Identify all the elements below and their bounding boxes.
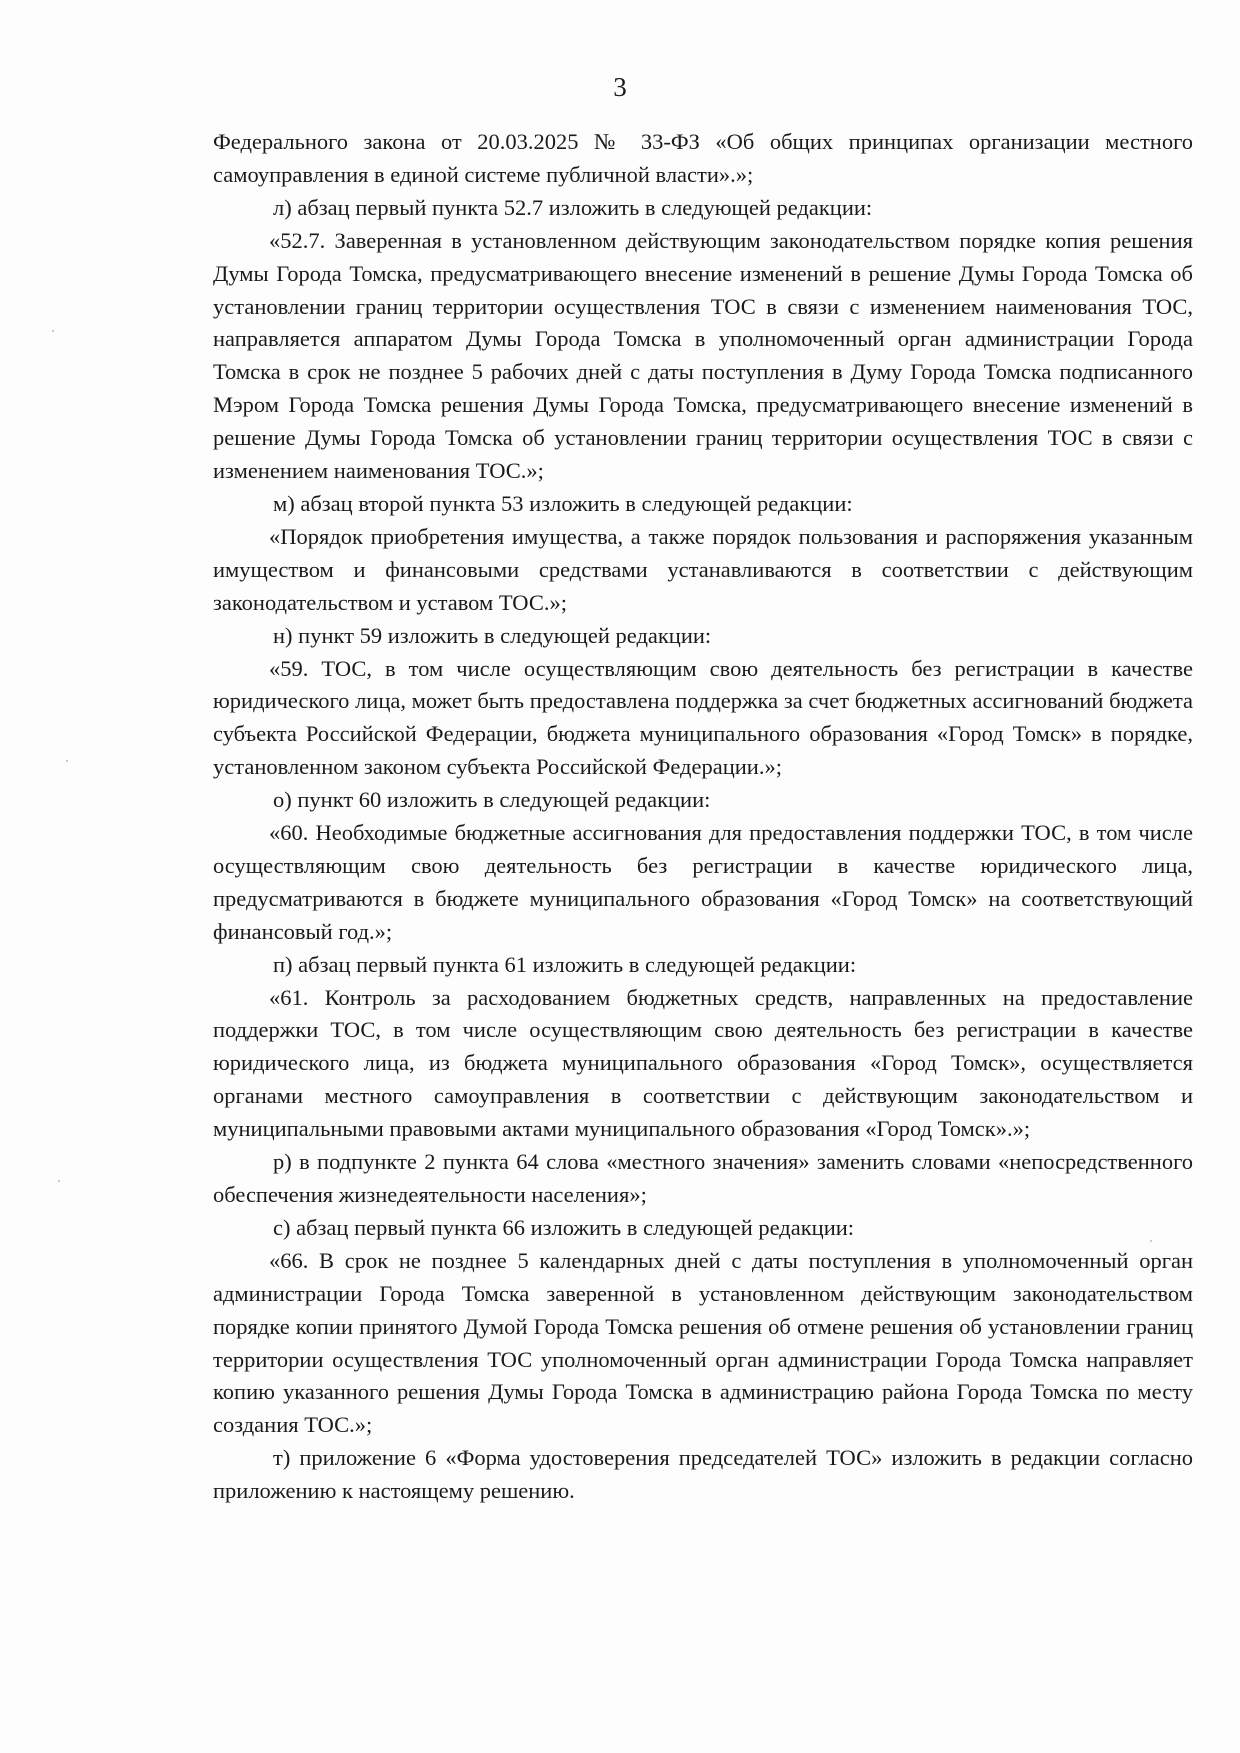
page-number: 3: [613, 72, 627, 102]
paragraph-item-n: н) пункт 59 изложить в следующей редакции:: [273, 622, 712, 648]
paragraph-quote-66: «66. В срок не позднее 5 календарных дней с даты поступления в уполномоченный орган администрации Города Томска заверенной в установленном действующим законодательством порядке копии принятого Думой Города Томска решения об отмене решения об установлении границ территории осуществления ТОС уполномоченный орган администрации Города Томска направляет копию указанного решения Думы Города Томска в администрацию района Города Томска по месту создания ТОС.»;: [213, 1247, 1193, 1438]
paragraph-item-s: с) абзац первый пункта 66 изложить в следующей редакции:: [273, 1214, 855, 1240]
paragraph-item-l: л) абзац первый пункта 52.7 изложить в следующей редакции:: [273, 194, 873, 220]
paragraph-quote-52-7: «52.7. Заверенная в установленном действующим законодательством порядке копия решения Думы Города Томска, предусматривающего внесение изменений в решение Думы Города Томска об установлении границ территории осуществления ТОС в связи с изменением наименования ТОС, направляется аппаратом Думы Города Томска в уполномоченный орган администрации Города Томска в срок не позднее 5 рабочих дней с даты поступления в Думу Города Томска подписанного Мэром Города Томска решения Думы Города Томска, предусматривающего внесение изменений в решение Думы Города Томска об установлении границ территории осуществления ТОС в связи с изменением наименования ТОС.»;: [213, 227, 1193, 484]
paragraph-item-r: р) в подпункте 2 пункта 64 слова «местного значения» заменить словами «непосредственного обеспечения жизнедеятельности населения»;: [213, 1149, 1193, 1207]
scan-speck: [52, 330, 54, 332]
paragraph-quote-60: «60. Необходимые бюджетные ассигнования для предоставления поддержки ТОС, в том числе осуществляющим свою деятельность без регистрации в качестве юридического лица, предусматриваются в бюджете муниципального образования «Город Томск» на соответствующий финансовый год.»;: [213, 820, 1193, 944]
paragraph-quote-61: «61. Контроль за расходованием бюджетных средств, направленных на предоставление поддержки ТОС, в том числе осуществляющим свою деятельность без регистрации в качестве юридического лица, из бюджета муниципального образования «Город Томск», осуществляется органами местного самоуправления в соответствии с действующим законодательством и муниципальными правовыми актами муниципального образования «Город Томск».»;: [213, 984, 1193, 1142]
paragraph-continuation: Федерального закона от 20.03.2025 № 33-ФЗ «Об общих принципах организации местного самоуправления в единой системе публичной власти».»;: [213, 129, 1193, 187]
document-body: [213, 126, 1193, 1508]
paragraph-item-o: о) пункт 60 изложить в следующей редакции:: [273, 787, 711, 813]
paragraph-quote-59: «59. ТОС, в том числе осуществляющим свою деятельность без регистрации в качестве юридического лица, может быть предоставлена поддержка за счет бюджетных ассигнований бюджета субъекта Российской Федерации, бюджета муниципального образования «Город Томск» в порядке, установленном законом субъекта Российской Федерации.»;: [213, 655, 1193, 780]
paragraph-item-t: т) приложение 6 «Форма удостоверения председателей ТОС» изложить в редакции согласно приложению к настоящему решению.: [213, 1445, 1193, 1504]
scan-speck: [66, 760, 68, 762]
paragraph-quote-53: «Порядок приобретения имущества, а также порядок пользования и распоряжения указанным имуществом и финансовыми средствами устанавливаются в соответствии с действующим законодательством и уставом ТОС.»;: [213, 523, 1193, 615]
paragraph-item-m: м) абзац второй пункта 53 изложить в следующей редакции:: [273, 490, 853, 516]
scan-speck: [58, 1180, 60, 1182]
scan-speck: [1150, 1240, 1152, 1242]
paragraph-item-p: п) абзац первый пункта 61 изложить в следующей редакции:: [273, 951, 857, 977]
